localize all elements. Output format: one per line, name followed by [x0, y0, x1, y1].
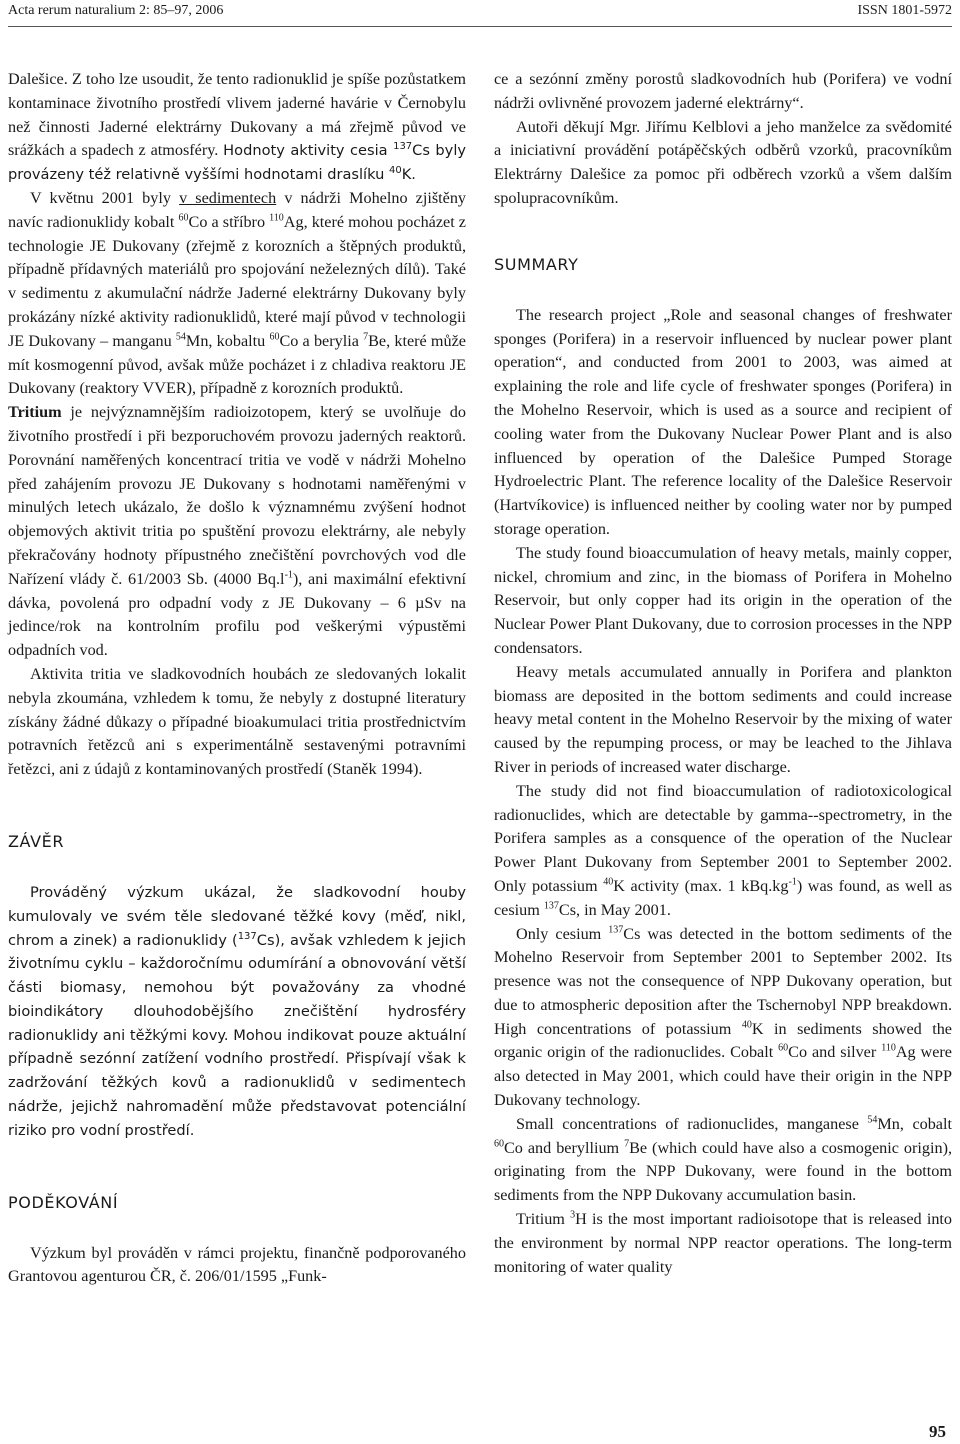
paragraph: The study found bioaccumulation of heavy metals, mainly copper, nickel, chromium and zinc, in the biomass of Porifera in Mohelno Reservoir, but only copper had its origin in the operation of the Nuclear Power Plant Dukovany, due to corrosion processes in the NPP condensators. [494, 543, 952, 657]
underlined-text: v sedimentech [179, 188, 277, 207]
paragraph: Autoři děkují Mgr. Jiřímu Kelblovi a jeho manželce za svědomité a iniciativní provádění potápěčských odběrů vzorků, pracovníkům Elektrárny Dalešice za pomoc při odběrech vzorků a všem dalším spolupracovníkům. [494, 117, 952, 207]
paragraph: Tritium $^3$H is the most important radioisotope that is released into the environment by normal NPP reactor operations. The long-term monitoring of water quality [494, 1209, 953, 1276]
text: Dalešice. Z toho lze usoudit, že tento radionuklid je spíše pozůstatkem kontaminace životního prostředí vlivem jaderné havárie v Černobylu než činnosti Jaderné elektrárny Dukovany a má zřejmě původ ve srážkách a spadech z atmosféry. [8, 70, 466, 160]
running-header [8, 0, 952, 27]
left-column [8, 68, 466, 1289]
section-heading-summary: SUMMARY [494, 254, 579, 274]
paragraph: Heavy metals accumulated annually in Porifera and plankton biomass are deposited in the bottom sediments and could increase heavy metal content in the Mohelno Reservoir by the mixing of water caused by the repumping process, or may be leached to the Jihlava River in periods of increased water discharge. [494, 662, 952, 776]
bold-term: Tritium [8, 403, 62, 422]
section-heading-podekovani: PODĚKOVÁNÍ [8, 1192, 119, 1212]
page-number: 95 [929, 1422, 946, 1441]
paragraph [8, 68, 466, 187]
paragraph: ce a sezónní změny porostů sladkovodních hub (Porifera) ve vodní nádrži ovlivněné provozem jaderné elektrárny“. [494, 70, 952, 112]
right-column [494, 68, 952, 1279]
paragraph: Výzkum byl prováděn v rámci projektu, finančně podporovaného Grantovou agenturou ČR, č. 206/01/1595 „Funk- [8, 1243, 466, 1286]
paragraph: Small concentrations of radionuclides, manganese $^{54}$Mn, cobalt $^{60}$Co and beryllium $^7$Be (which could have also a cosmogenic origin), originating from the NPP Dukovany, were found in the bottom sediments from the NPP Dukovany accumulation basin. [494, 1114, 953, 1205]
paragraph: V květnu 2001 byly v sedimentech v nádrži Mohelno zjištěny navíc radionuklidy kobalt $^{60}$Co a stříbro $^{110}$Ag, které mohou pocházet z technologie JE Dukovany (zřejmě z korozních a štěpných produktů, případně přídavných materiálů pro spojování neželezných dílů). Také v sedimentu z akumulační nádrže Jaderné elektrárny Dukovany byly prokázány nízké aktivity radionuklidů, které mají původ v technologii JE Dukovany – manganu $^{54}$Mn, kobaltu $^{60}$Co a berylia $^7$Be, které může mít kosmogenní původ, avšak může pocházet i z chladiva reaktoru JE Dukovany (reaktory VVER), případně z korozních produktů. [8, 188, 467, 398]
paragraph: Aktivita tritia ve sladkovodních houbách ze sledovaných lokalit nebyla zkoumána, vzhledem k tomu, že nebyly z dostupné literatury získány žádné důkazy o případné bioakumulaci tritia prostřednictvím potravních řetězců ani s experimentálně sestavenými potravními řetězci, ani z údajů z kontaminovaných prostředí (Staněk 1994). [8, 664, 466, 779]
paragraph: Prováděný výzkum ukázal, že sladkovodní houby kumulovaly ve svém těle sledované těžké kovy (měď, nikl, chrom a zinek) a radionuklidy ($^{137}$Cs), avšak vzhledem k jejich životnímu cyklu – každoročnímu odumírání a obnovování větší části biomasy, nemohou být považovány za vhodné bioindikátory dlouhodobějšího znečištění hydrosféry radionuklidy ani těžkými kovy. Mohou indikovat pouze aktuální případně sezónní zatížení vodního prostředí. Přispívají však k zadržování těžkých kovů a radionuklidů v sedimentech nádrže, jejichž nahromadění může představovat potenciální riziko pro vodní prostředí. [8, 883, 466, 1139]
paragraph: Only cesium $^{137}$Cs was detected in the bottom sediments of the Mohelno Reservoir from September 2001 to September 2002. Its presence was not the consequence of NPP Dukovany operation, but due to atmospheric deposition after the Tschernobyl NPP breakdown. High concentrations of potassium $^{40}$K in sediments showed the organic origin of the radionuclides. Cobalt $^{60}$Co and silver $^{110}$Ag were also detected in May 2001, which could have their origin in the NPP Dukovany technology. [494, 924, 952, 1110]
issn: ISSN 1801-5972 [857, 3, 952, 18]
paragraph: The research project „Role and seasonal changes of freshwater sponges (Porifera) in a reservoir influenced by nuclear power plant operation“, and conducted from 2001 to 2003, was aimed at explaining the role and life cycle of freshwater sponges (Porifera) in the Mohelno Reservoir, which is used as a source and recipient of cooling water from the Dukovany Nuclear Power Plant and is also influenced by operation of the Dalešice Pumped Storage Hydroelectric Plant. The reference locality of the Dalešice Reservoir (Hartvíkovice) is influenced neither by cooling water nor by pumped storage operation. [494, 305, 952, 538]
text: Hodnoty aktivity cesia $^{137}$Cs byly provázeny též relativně vyššími hodnotami draslíku $^{40}$K. [8, 141, 467, 184]
journal-citation: Acta rerum naturalium 2: 85–97, 2006 [8, 3, 224, 18]
section-heading-zaver: ZÁVĚR [8, 831, 65, 851]
paragraph: The study did not find bioaccumulation of radiotoxicological radionuclides, which are detectable by gamma--spectrometry, in the Porifera samples as a consquence of the operation of the Nuclear Power Plant Dukovany from September 2001 to September 2002. Only potassium $^{40}$K activity (max. 1 $kBq.kg^{-1}$) was found, as well as cesium $^{137}$Cs, in May 2001. [494, 781, 953, 919]
paragraph: Tritium je nejvýznamnějším radioizotopem, který se uvolňuje do životního prostředí i při bezporuchovém provozu jaderných reaktorů. Porovnání naměřených koncentrací tritia ve vodě v nádrži Mohelno před zahájením provozu JE Dukovany s hodnotami naměřenými v minulých letech ukázalo, že došlo k významnému zvýšení hodnot objemových aktivit tritia po spuštění provozu elektrárny, ale nebyly překračovány hodnoty přípustného znečištění povrchových vod dle Nařízení vlády č. 61/2003 Sb. (4000 $Bq.l^{-1}$), ani maximální efektivní dávka, povolená pro odpadní vody z JE Dukovany – 6 µSv na jedince/rok na kontrolním profilu pod veškerými výpustěmi odpadních vod. [8, 403, 466, 660]
